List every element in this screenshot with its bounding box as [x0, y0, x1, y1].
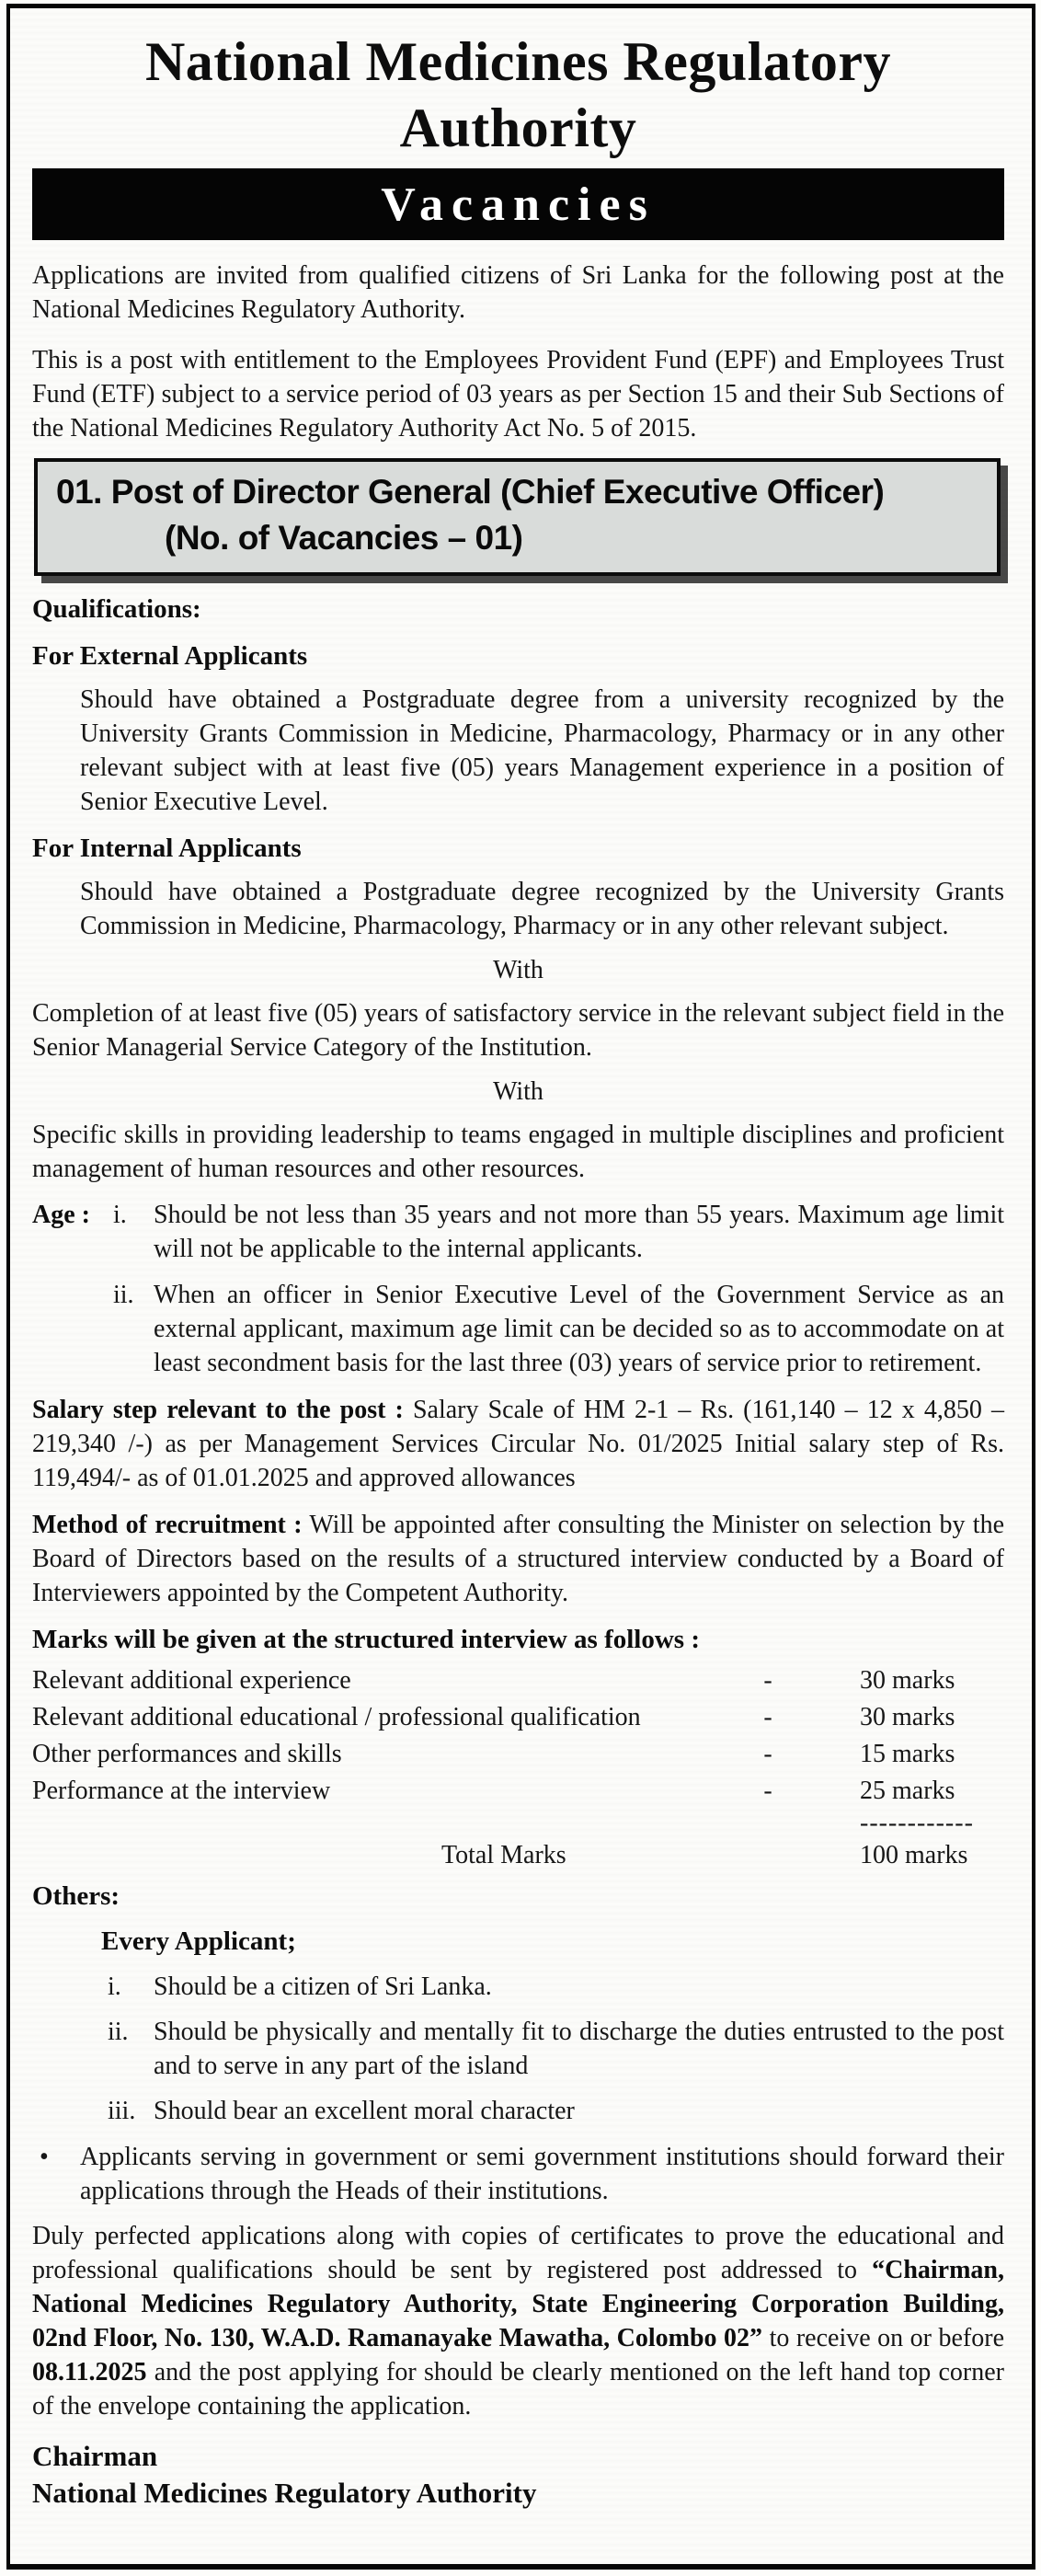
method-label: Method of recruitment : — [32, 1511, 303, 1539]
age-section — [32, 1198, 1004, 1380]
others-item-3-text: Should bear an excellent moral character — [154, 2097, 575, 2125]
intro-paragraph-2: This is a post with entitlement to the Employees Provident Fund (EPF) and Employees Trust Fund (ETF) subject to a service period of 03 years as per Section 15 and their Sub Sections of the National Medicines Regulatory Authority Act No. 5 of 2015. — [32, 346, 1004, 443]
post-heading-box — [34, 458, 1001, 576]
document-frame — [6, 4, 1035, 2570]
bullet-item — [32, 2140, 1004, 2208]
others-item-1-text: Should be a citizen of Sri Lanka. — [154, 1972, 492, 2001]
salary-paragraph — [32, 1393, 1004, 1495]
marks-row-1-label: Relevant additional experience — [32, 1666, 351, 1695]
method-paragraph — [32, 1508, 1004, 1610]
marks-row-4-dash: - — [763, 1777, 772, 1805]
internal-applicants-text: Should have obtained a Postgraduate degree recognized by the University Grants Commission in Medicine, Pharmacology, Pharmacy or in any other relevant subject. — [80, 878, 1004, 940]
age-item-1-number: i. — [113, 1201, 127, 1229]
others-item-2-text: Should be physically and mentally fit to discharge the duties entrusted to the post and to serve in any part of the island — [154, 2018, 1004, 2080]
closing-post: and the post applying for should be clearly mentioned on the left hand top corner of the envelope containing the application. — [32, 2358, 1004, 2421]
marks-row-3-value: 15 marks — [860, 1740, 955, 1768]
marks-row-4-label: Performance at the interview — [32, 1777, 331, 1805]
marks-row-4 — [32, 1773, 1004, 1810]
age-spacer — [32, 1278, 113, 1380]
marks-row-3-dash: - — [763, 1740, 772, 1768]
vacancies-banner-label: Vacancies — [381, 178, 656, 231]
skills-text: Specific skills in providing leadership to teams engaged in multiple disciplines and proficient management of human resources and other resources. — [32, 1121, 1004, 1183]
bullet-text: Applicants serving in government or semi government institutions should forward their applications through the Heads of their institutions. — [80, 2143, 1004, 2205]
page-title-line2: Authority — [399, 98, 637, 158]
age-item-1-text: Should be not less than 35 years and not more than 55 years. Maximum age limit will not be applicable to the internal applicants. — [154, 1201, 1004, 1263]
others-list — [108, 1970, 1004, 2128]
marks-table — [32, 1662, 1004, 1874]
signature-org: National Medicines Regulatory Authority — [32, 2477, 537, 2509]
marks-separator: ------------ — [860, 1809, 974, 1837]
internal-applicants-heading: For Internal Applicants — [32, 834, 302, 863]
qualifications-heading: Qualifications: — [32, 594, 201, 624]
closing-date: 08.11.2025 — [32, 2358, 147, 2386]
marks-heading: Marks will be given at the structured interview as follows : — [32, 1625, 700, 1654]
closing-pre: Duly perfected applications along with copies of certificates to prove the educational and professional qualifications should be sent by registered post addressed to — [32, 2222, 1004, 2284]
salary-text: Salary Scale of HM 2-1 – Rs. (161,140 – 12 x 4,850 – 219,340 /-) as per Management Services Circular No. 01/2025 Initial salary step of Rs. 119,494/- as of 01.01.2025 and approved allowances — [32, 1396, 1005, 1492]
page-title — [32, 29, 1004, 161]
marks-row-4-value: 25 marks — [860, 1777, 955, 1805]
every-applicant-heading: Every Applicant; — [101, 1926, 296, 1956]
external-applicants-heading: For External Applicants — [32, 641, 308, 671]
bullet-icon: • — [40, 2143, 49, 2171]
marks-separator-row — [32, 1810, 1004, 1837]
total-marks-value: 100 marks — [860, 1841, 968, 1869]
marks-row-1 — [32, 1662, 1004, 1699]
vacancies-banner — [32, 168, 1004, 240]
others-item-1-number: i. — [108, 1972, 121, 2001]
external-applicants-text: Should have obtained a Postgraduate degree from a university recognized by the University Grants Commission in Medicine, Pharmacology, Pharmacy or in any other relevant subject with at least five (05) years Management experience in a position of Senior Executive Level. — [80, 685, 1004, 816]
marks-total-row — [32, 1837, 1004, 1874]
others-item-2-number: ii. — [108, 2018, 129, 2046]
total-marks-label: Total Marks — [441, 1841, 566, 1869]
completion-text: Completion of at least five (05) years of satisfactory service in the relevant subject field in the Senior Managerial Service Category of the Institution. — [32, 999, 1004, 1062]
with-separator-1: With — [493, 956, 543, 984]
age-item-2-text: When an officer in Senior Executive Level of the Government Service as an external applicant, maximum age limit can be decided so as to accommodate on at least secondment basis for the last three (03) years of service prior to retirement. — [154, 1281, 1004, 1377]
method-text: Will be appointed after consulting the Minister on selection by the Board of Directors based on the results of a structured interview conducted by a Board of Interviewers appointed by the Competent Authority. — [32, 1511, 1004, 1607]
signature-name: Chairman — [32, 2440, 158, 2472]
closing-paragraph — [32, 2219, 1004, 2423]
marks-row-3-label: Other performances and skills — [32, 1740, 342, 1768]
others-heading: Others: — [32, 1881, 120, 1911]
signature-block — [32, 2438, 1004, 2512]
marks-row-1-value: 30 marks — [860, 1666, 955, 1695]
page-title-line1: National Medicines Regulatory — [144, 31, 892, 92]
marks-row-2-dash: - — [763, 1703, 772, 1731]
closing-address: “Chairman, National Medicines Regulatory Authority, State Engineering Corporation Building, 02nd Floor, No. 130, W.A.D. Ramanayake Mawatha, Colombo 02” — [32, 2256, 1004, 2352]
marks-row-2 — [32, 1699, 1004, 1736]
age-label: Age : — [32, 1201, 90, 1229]
with-separator-2: With — [493, 1077, 543, 1106]
others-item-3-number: iii. — [108, 2097, 136, 2125]
intro-paragraph-1: Applications are invited from qualified citizens of Sri Lanka for the following post at the National Medicines Regulatory Authority. — [32, 261, 1004, 324]
marks-row-2-label: Relevant additional educational / professional qualification — [32, 1703, 641, 1731]
age-item-2-number: ii. — [113, 1281, 134, 1309]
marks-row-1-dash: - — [763, 1666, 772, 1695]
marks-row-3 — [32, 1736, 1004, 1773]
post-heading-line2: (No. of Vacancies – 01) — [165, 519, 523, 557]
closing-mid: to receive on or before — [762, 2324, 1005, 2352]
salary-label: Salary step relevant to the post : — [32, 1396, 404, 1424]
marks-row-2-value: 30 marks — [860, 1703, 955, 1731]
post-heading-line1: 01. Post of Director General (Chief Executive Officer) — [56, 473, 885, 511]
